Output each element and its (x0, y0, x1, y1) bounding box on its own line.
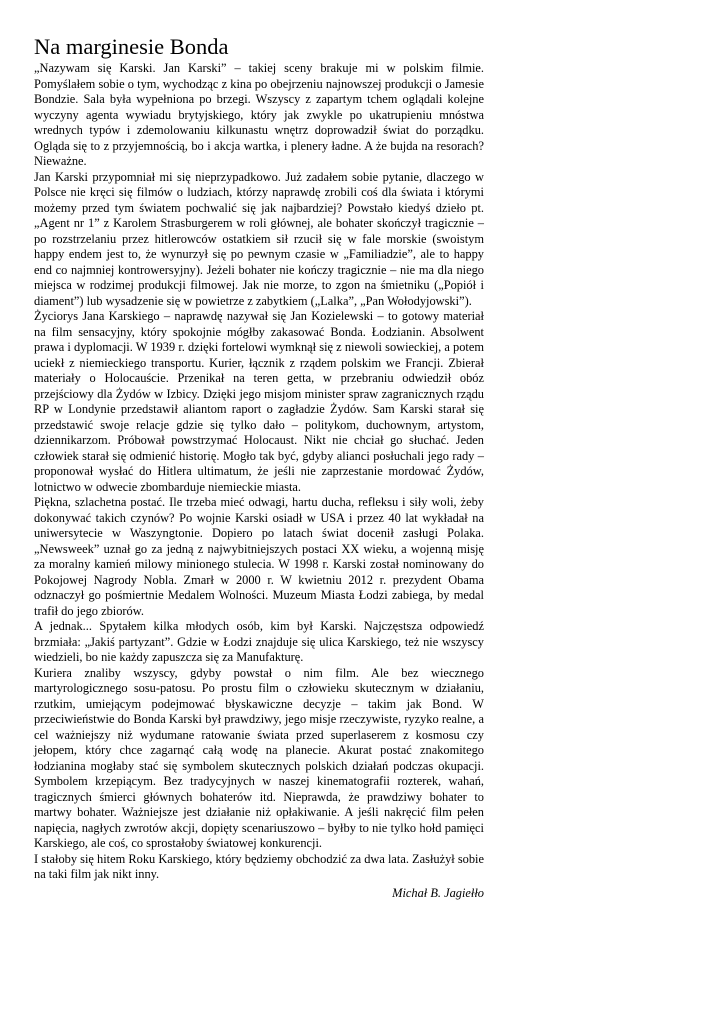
paragraph-7: I stałoby się hitem Roku Karskiego, który będziemy obchodzić za dwa lata. Zasłużył sobie na taki film jak nikt inny. (34, 851, 484, 881)
paragraph-1: „Nazywam się Karski. Jan Karski” – takiej sceny brakuje mi w polskim filmie. Pomyślałem sobie o tym, wychodząc z kina po obejrzeniu najnowszej produkcji o Jamesie Bondzie. Sala była wypełniona po brzegi. Wszyscy z zapartym tchem oglądali kolejne wyczyny agenta wywiadu brytyjskiego, który jak zwykle po ukatrupieniu mnóstwa wrednych typów i zdemolowaniu kilkunastu wnętrz doprowadził świat do porządku. Ogląda się to z przyjemnością, bo i akcja wartka, i plenery ładne. A że bujda na resorach? Nieważne. (34, 61, 484, 168)
paragraph-6: Kuriera znaliby wszyscy, gdyby powstał o nim film. Ale bez wiecznego martyrologicznego sosu-patosu. Po prostu film o człowieku skutecznym w działaniu, rzutkim, umiejącym podejmować błyskawiczne decyzje – takim jak Bond. W przeciwieństwie do Bonda Karski był prawdziwy, jego misje rzeczywiste, ryzyko realne, a cel ważniejszy niż wydumane ratowanie świata przed superlaserem z kosmosu czy jełopem, który chce zagarnąć całą wodę na planecie. Akurat postać znakomitego łodzianina mogłaby stać się symbolem skutecznych polskich działań podczas okupacji. Symbolem krzepiącym. Bez tradycyjnych w naszej kinematografii rozterek, wahań, tragicznych śmierci głównych bohaterów itd. Nieprawda, że prawdziwy bohater to martwy bohater. Ważniejsze jest działanie niż opłakiwanie. A jeśli nakręcić film pełen napięcia, nagłych zwrotów akcji, dopięty scenariuszowo – byłby to nie tylko hołd pamięci Karskiego, ale coś, co sprostałoby światowej konkurencji. (34, 665, 484, 850)
paragraph-3: Życiorys Jana Karskiego – naprawdę nazywał się Jan Kozielewski – to gotowy materiał na film sensacyjny, który spokojnie mógłby zakasować Bonda. Łodzianin. Absolwent prawa i dyplomacji. W 1939 r. dzięki fortelowi wymknął się z niewoli sowieckiej, a potem uciekł z niemieckiego transportu. Kurier, łącznik z rządem polskim we Francji. Zbierał materiały o Holocauście. Przenikał na teren getta, w przebraniu odwiedził obóz przejściowy dla Żydów w Izbicy. Dzięki jego misjom minister spraw zagranicznych rządu RP w Londynie przedstawił aliantom raport o zagładzie Żydów. Sam Karski starał się przedstawić swoje relacje gdzie się tylko dało – politykom, duchownym, artystom, dziennikarzom. Próbował powstrzymać Holocaust. Nikt nie chciał go słuchać. Jeden człowiek starał się odmienić historię. Mogło tak być, gdyby alianci posłuchali jego rady – proponował wysłać do Hitlera ultimatum, że jeśli nie zaprzestanie mordować Żydów, lotnictwo w odwecie zbombarduje niemieckie miasta. (34, 309, 484, 494)
article (34, 34, 484, 901)
author-signature: Michał B. Jagiełło (392, 885, 484, 900)
paragraph-2: Jan Karski przypomniał mi się nieprzypadkowo. Już zadałem sobie pytanie, dlaczego w Polsce nie kręci się filmów o ludziach, którzy naprawdę zrobili coś dla świata i którymi możemy przed tym światem pochwalić się jak najbardziej? Powstało kiedyś dzieło pt. „Agent nr 1” z Karolem Strasburgerem w roli głównej, ale bohater skończył tragicznie – po rozstrzelaniu przez hitlerowców ostatkiem sił rzucił się w fale morskie (swoistym happy endem jest to, że wynurzył się po pewnym czasie w „Familiadzie”, ale to happy end co najmniej kontrowersyjny). Jeżeli bohater nie kończy tragicznie – nie ma dla niego miejsca w rodzimej produkcji filmowej. Jak nie morze, to zgon na śmietniku („Popiół i diament”) lub wysadzenie się w powietrze z zabytkiem („Lalka”, „Pan Wołodyjowski”). (34, 169, 484, 308)
article-title: Na marginesie Bonda (34, 34, 229, 59)
paragraph-5: A jednak... Spytałem kilka młodych osób, kim był Karski. Najczęstsza odpowiedź brzmiała: „Jakiś partyzant”. Gdzie w Łodzi znajduje się ulica Karskiego, też nie wszyscy wiedzieli, bo nie każdy zapuszcza się za Manufakturę. (34, 619, 484, 664)
paragraph-4: Piękna, szlachetna postać. Ile trzeba mieć odwagi, hartu ducha, refleksu i siły woli, żeby dokonywać takich czynów? Po wojnie Karski osiadł w USA i przez 40 lat wykładał na uniwersytecie w Waszyngtonie. Dopiero po latach świat docenił zasługi Polaka. „Newsweek” uznał go za jedną z najwybitniejszych postaci XX wieku, a wojenną misję za moralny kamień milowy minionego stulecia. W 1998 r. Karski został nominowany do Pokojowej Nagrody Nobla. Zmarł w 2000 r. W kwietniu 2012 r. prezydent Obama odznaczył go pośmiertnie Medalem Wolności. Muzeum Miasta Łodzi zabiega, by medal trafił do jego zbiorów. (34, 495, 484, 618)
